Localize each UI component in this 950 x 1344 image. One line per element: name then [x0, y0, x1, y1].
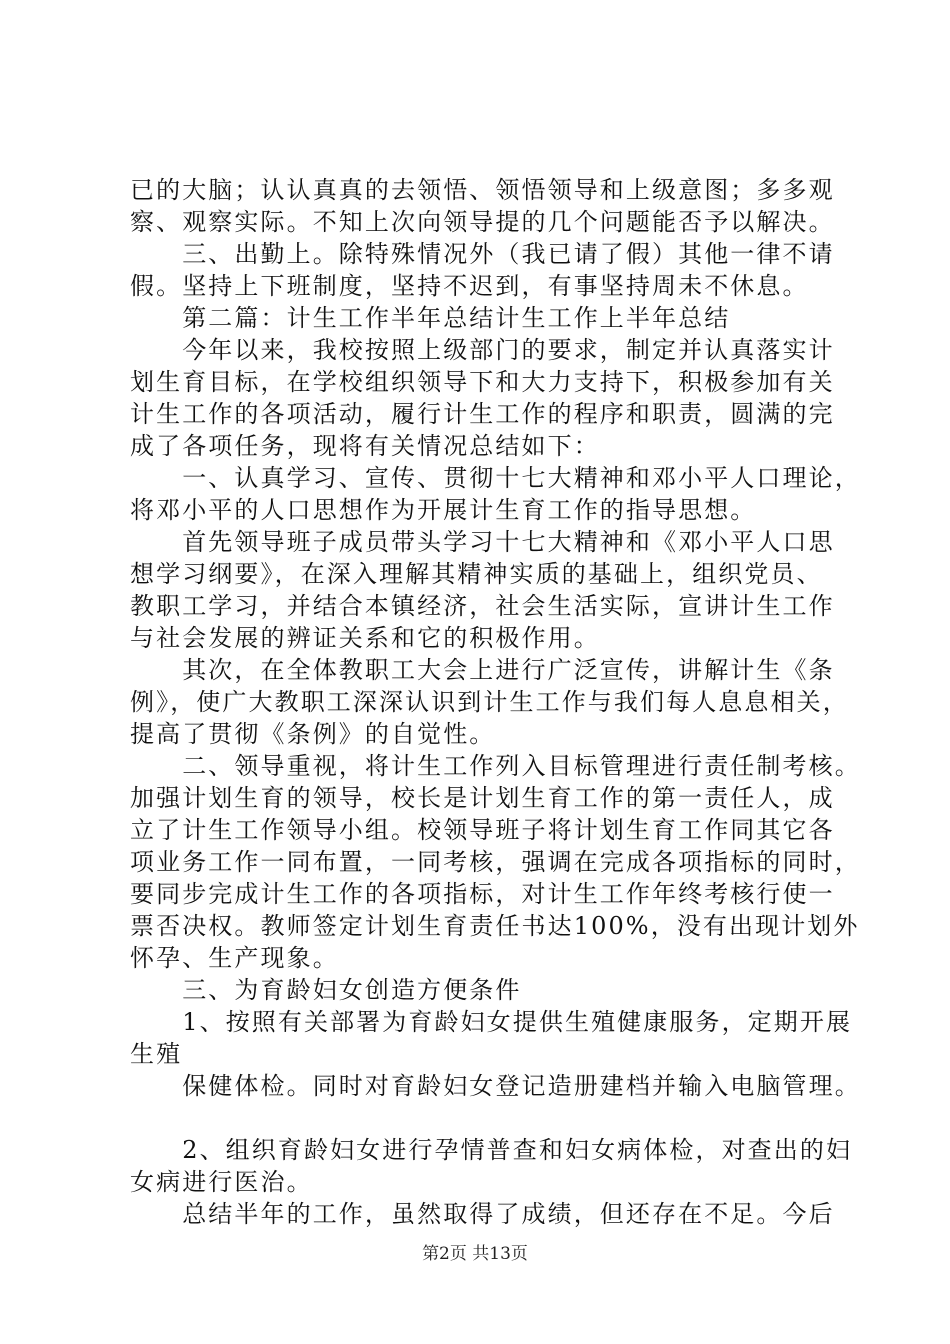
- body-line: 首先领导班子成员带头学习十七大精神和《邓小平人口思: [130, 528, 835, 556]
- body-line: 计生工作的各项活动，履行计生工作的程序和职责，圆满的完: [130, 400, 835, 428]
- body-line: 生殖: [130, 1040, 183, 1068]
- body-line: 将邓小平的人口思想作为开展计生育工作的指导思想。: [130, 496, 757, 524]
- body-line: 假。坚持上下班制度，坚持不迟到，有事坚持周未不休息。: [130, 272, 809, 300]
- body-line: 提高了贯彻《条例》的自觉性。: [130, 720, 496, 748]
- body-line: 其次，在全体教职工大会上进行广泛宣传，讲解计生《条: [130, 656, 835, 684]
- body-line: 已的大脑；认认真真的去领悟、领悟领导和上级意图；多多观: [130, 176, 835, 204]
- body-line: 女病进行医治。: [130, 1168, 313, 1196]
- body-line: 二、领导重视，将计生工作列入目标管理进行责任制考核。: [130, 752, 861, 780]
- body-line: 1、按照有关部署为育龄妇女提供生殖健康服务，定期开展: [130, 1008, 853, 1036]
- body-line: 成了各项任务，现将有关情况总结如下：: [130, 432, 600, 460]
- section-heading: 第二篇：计生工作半年总结计生工作上半年总结: [130, 304, 731, 332]
- body-line: 保健体检。同时对育龄妇女登记造册建档并输入电脑管理。: [130, 1072, 861, 1100]
- body-line: 2、组织育龄妇女进行孕情普查和妇女病体检，对查出的妇: [130, 1136, 853, 1164]
- body-line: 划生育目标，在学校组织领导下和大力支持下，积极参加有关: [130, 368, 835, 396]
- body-line: 今年以来，我校按照上级部门的要求，制定并认真落实计: [130, 336, 835, 364]
- body-line: 怀孕、生产现象。: [130, 944, 339, 972]
- body-line: 要同步完成计生工作的各项指标，对计生工作年终考核行使一: [130, 880, 835, 908]
- body-line: 一、认真学习、宣传、贯彻十七大精神和邓小平人口理论，: [130, 464, 861, 492]
- body-line: 三、为育龄妇女创造方便条件: [130, 976, 522, 1004]
- body-line: 加强计划生育的领导，校长是计划生育工作的第一责任人，成: [130, 784, 835, 812]
- body-line: 察、观察实际。不知上次向领导提的几个问题能否予以解决。: [130, 208, 835, 236]
- body-line: 例》，使广大教职工深深认识到计生工作与我们每人息息相关，: [130, 688, 849, 716]
- body-line: 与社会发展的辨证关系和它的积极作用。: [130, 624, 600, 652]
- body-line: 项业务工作一同布置，一同考核，强调在完成各项指标的同时，: [130, 848, 861, 876]
- page-number-footer: 第2页 共13页: [422, 1244, 528, 1264]
- body-line: 三、出勤上。除特殊情况外（我已请了假）其他一律不请: [130, 240, 835, 268]
- body-line: 想学习纲要》，在深入理解其精神实质的基础上，组织党员、: [130, 560, 823, 588]
- body-line: 教职工学习，并结合本镇经济，社会生活实际，宣讲计生工作: [130, 592, 835, 620]
- body-line: 立了计生工作领导小组。校领导班子将计划生育工作同其它各: [130, 816, 835, 844]
- body-line: 票否决权。教师签定计划生育责任书达100%，没有出现计划外: [130, 912, 860, 940]
- body-line: 总结半年的工作，虽然取得了成绩，但还存在不足。今后: [130, 1200, 835, 1228]
